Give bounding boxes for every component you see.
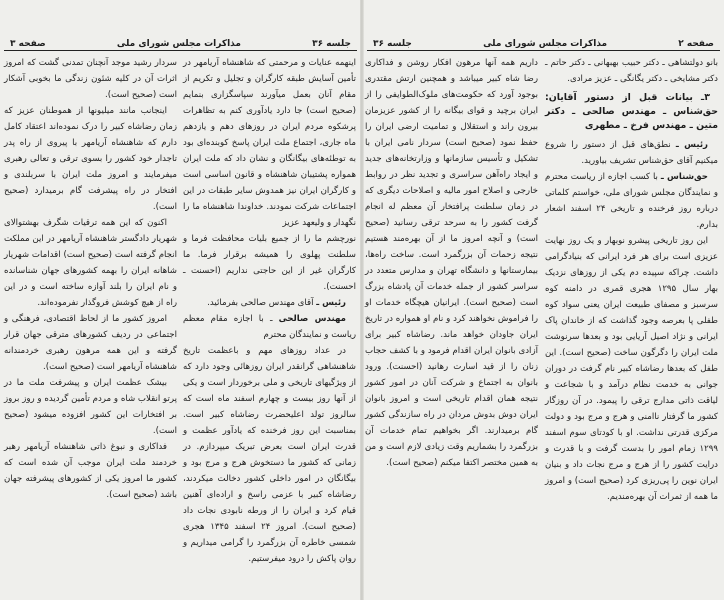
speech-text: آقای مهندس صالحی بفرمائید. bbox=[207, 298, 314, 308]
speaker-name: حق‌شناس ـ bbox=[660, 172, 708, 182]
paragraph: اینجانب مانند میلیونها از هموطنان عزیز که زمان رضاشاه کبیر را درک نموده‌اند اعتقاد کامل دارم که شاهنشاه آریامهر با پیروی از راه پدر تاجدار خود کشور را بسوی ترقی و تعالی رهبری میفرمایند و امروز ملت ایران با سربلندی و افتخار در راه پیشرفت گام برمیدارد (صحیح است). bbox=[4, 106, 177, 212]
paragraph: سردار رشید موجد آنچنان تمدنی گشت که امروز اثرات آن در کلیه شئون زندگی ما بخوبی آشکار است (صحیح است). bbox=[4, 58, 177, 100]
speech-text: نطق‌های قبل از دستور را شروع میکنیم آقای حق‌شناس تشریف بیاورید. bbox=[545, 140, 718, 166]
paragraph: امروز کشور ما از لحاظ اقتصادی، فرهنگی و اجتماعی در ردیف کشورهای مترقی جهان قرار گرفته و این همه مرهون رهبری خردمندانه شاهنشاه آریامهر است (صحیح است). bbox=[4, 314, 177, 372]
header-title: مذاکرات مجلس شورای ملی bbox=[483, 39, 608, 49]
text-column bbox=[365, 55, 538, 471]
paragraph bbox=[545, 137, 718, 169]
paragraph: نورچشم ما را از جمیع بلیات محافظت فرما و سلطنت پهلوی را همیشه برقرار فرما. ما کارگران غیر از این حاجتی نداریم (احسنت ـ احسنت). bbox=[183, 234, 356, 292]
paragraph: بانو دولتشاهی ـ دکتر حبیب بهبهانی ـ دکتر حاتم ـ دکتر مشایخی ـ دکتر یگانگی ـ عزیز مرادی. bbox=[545, 58, 718, 84]
header-title: مذاکرات مجلس شورای ملی bbox=[116, 39, 241, 49]
page-number: صفحه ۲ bbox=[678, 39, 714, 49]
speaker-name: مهندس صالحی bbox=[278, 314, 346, 324]
paragraph: بیشک عظمت ایران و پیشرفت ملت ما در پرتو انقلاب شاه و مردم تأمین گردیده و روز بروز بر افتخارات این کشور افزوده میشود (صحیح است). bbox=[4, 378, 177, 436]
speaker-name: رئیس ـ bbox=[675, 140, 708, 150]
session-number: جلسه ۳۶ bbox=[312, 39, 351, 49]
paragraph bbox=[545, 169, 718, 233]
speaker-name: رئیس ـ bbox=[316, 298, 346, 308]
section-heading: ۳ـ بیانات قبل از دستور آقایان: حق‌شناس ـ مهندس صالحی ـ دکتر متین ـ مهندس فرخ ـ مطهری bbox=[545, 92, 718, 131]
session-number: جلسه ۳۶ bbox=[373, 39, 412, 49]
page-header bbox=[4, 37, 357, 51]
text-column bbox=[4, 55, 177, 503]
speech-text: با کسب اجازه از ریاست محترم و نمایندگان مجلس شورای ملی، خواستم کلماتی درباره روز فرخنده و تاریخی ۲۴ اسفند اشعار بدارم. bbox=[545, 172, 718, 230]
paragraph: داریم همه آنها مرهون افکار روشن و فداکاری رضا شاه کبیر میباشد و همچنین ارتش مقتدری بوجود آورد که حکومت‌های ملوک‌الطوایفی را از ایران برچید و قوای بیگانه را از کشور عزیزمان بیرون راند و استقلال و تمامیت ارضی ایران را حفظ نمود (صحیح است) سردار نامی ایران با تشکیل و تأسیس سازمانها و وزارتخانه‌های جدید و ایجاد راه‌آهن سراسری و تجدید نظر در روابط خارجی و اصلاح امور مالیه و اصلاحات دیگری که در زمان سلطنت پرافتخار آن معظم له انجام گرفت کشور را به سرحد ترقی رسانید (صحیح است) و آنچه امروز ما از آن بهره‌مند هستیم نتیجه زحمات آن بزرگمرد است. ساخت راه‌ها، بیمارستانها و دانشگاه تهران و مدارس متعدد در سراسر کشور از جمله خدمات آن پادشاه بزرگ است (صحیح است). ایرانیان هیچگاه خدمات او را فراموش نخواهند کرد و نام او همواره در تاریخ ایران جاودان خواهد ماند. رضاشاه کبیر برای آزادی بانوان ایران اقدام فرمود و با کشف حجاب زنان را از قید اسارت رهانید (احسنت). ورود بانوان به اجتماع و شرکت آنان در امور کشور نتیجه همان اقدام تاریخی است و امروز بانوان ایران دوش بدوش مردان در راه سازندگی کشور گام برمیدارند. اگر بخواهیم تمام خدمات آن بزرگمرد را بشماریم وقت زیادی لازم است و من به همین مختصر اکتفا میکنم (صحیح است). bbox=[365, 58, 538, 468]
page-header bbox=[367, 37, 720, 51]
paragraph bbox=[183, 311, 356, 343]
speech-text: ـ با اجازه مقام معظم ریاست و نمایندگان محترم bbox=[183, 314, 356, 340]
page-number: صفحه ۳ bbox=[10, 39, 46, 49]
paragraph: اکنون که این همه ترقیات شگرف بهشتوالای شهریار دادگستر شاهنشاه آریامهر در این مملکت انجام گرفته است (صحیح است) اقدامات شهریار شاهانه ایران را بهمه کشورهای جهان شناسانده و نام ایران را بلند آوازه ساخته است و در این راه از هیچ کوشش فروگذار نفرموده‌اند. bbox=[4, 218, 177, 308]
paragraph: در عداد روزهای مهم و باعظمت تاریخ شاهنشاهی گرانقدر ایران روزهائی وجود دارد که از ویژگیهای تاریخی و ملی برخوردار است و یکی از آنها روز بیست و چهارم اسفند ماه است که سالروز تولد اعلیحضرت رضاشاه کبیر است. بمناسبت این روز فرخنده که یادآور عظمت و قدرت ایران است بعرض تبریک میپردازم. در زمانی که کشور ما دستخوش هرج و مرج بود و بیگانگان در امور داخلی کشور دخالت میکردند، رضاشاه کبیر با عزمی راسخ و اراده‌ای آهنین قیام کرد و ایران را از ورطه نابودی نجات داد (صحیح است). امروز ۲۴ اسفند ۱۳۴۵ هجری شمسی خاطره آن بزرگمرد را گرامی میداریم و روان پاکش را درود میفرستیم. bbox=[183, 346, 356, 564]
paragraph: اینهمه عنایات و مرحمتی که شاهنشاه آریامهر در تأمین آسایش طبقه کارگران و تجلیل و تکریم از مقام آنان بعمل میآورند سپاسگزاری بنمایم (صحیح است) جا دارد یادآوری کنم به تظاهرات پرشکوه مردم ایران در روزهای دهم و یازدهم ماه جاری، اجتماع ملت ایران پاسخ کوبنده‌ای بود به توطئه‌های بیگانگان و نشان داد که ملت ایران همواره پشتیبان شاهنشاه و قانون اساسی است و کارگران ایران نیز همدوش سایر طبقات در این اجتماعات شرکت نمودند. خداوندا شاهنشاه ما را نگهدار و ولیعهد عزیز bbox=[183, 58, 356, 228]
paragraph: این روز تاریخی پیشرو نوبهار و یک روز نهایت عزیزی است برای هر فرد ایرانی که بنیادگرامی داشت. چراکه سپیده دم یکی از روزهای نزدیک بهار سال ۱۲۹۵ هجری قمری در دامنه کوه سرسبز و مصفای طبیعت ایران یعنی سواد کوه طفلی پا بعرصه وجود گذاشت که از خاندان پاک ایرانی و نژاد اصیل آریایی بود و بعدها سرنوشت ملت ایران را دگرگون ساخت (صحیح است). این طفل که بعدها رضاشاه کبیر نام گرفت در دوران جوانی به خدمت نظام درآمد و با شجاعت و لیاقت ذاتی مدارج ترقی را پیمود. در آن روزگار کشور ما گرفتار ناامنی و هرج و مرج بود و دولت مرکزی قدرتی نداشت. او با کودتای سوم اسفند ۱۲۹۹ زمام امور را بدست گرفت و با قدرت و درایت کشور را از هرج و مرج نجات داد و بنیان ایران نوین را پی‌ریزی کرد (صحیح است) و امروز ما همه از ثمرات آن بهره‌مندیم. bbox=[545, 236, 718, 502]
paragraph: فداکاری و نبوغ ذاتی شاهنشاه آریامهر رهبر خردمند ملت ایران موجب آن شده است که کشور ما امروز یکی از کشورهای پیشرفته جهان باشد (صحیح است). bbox=[4, 442, 177, 500]
paragraph bbox=[183, 295, 356, 311]
text-column bbox=[545, 55, 718, 505]
book-spine bbox=[360, 0, 364, 600]
text-column bbox=[183, 55, 356, 567]
